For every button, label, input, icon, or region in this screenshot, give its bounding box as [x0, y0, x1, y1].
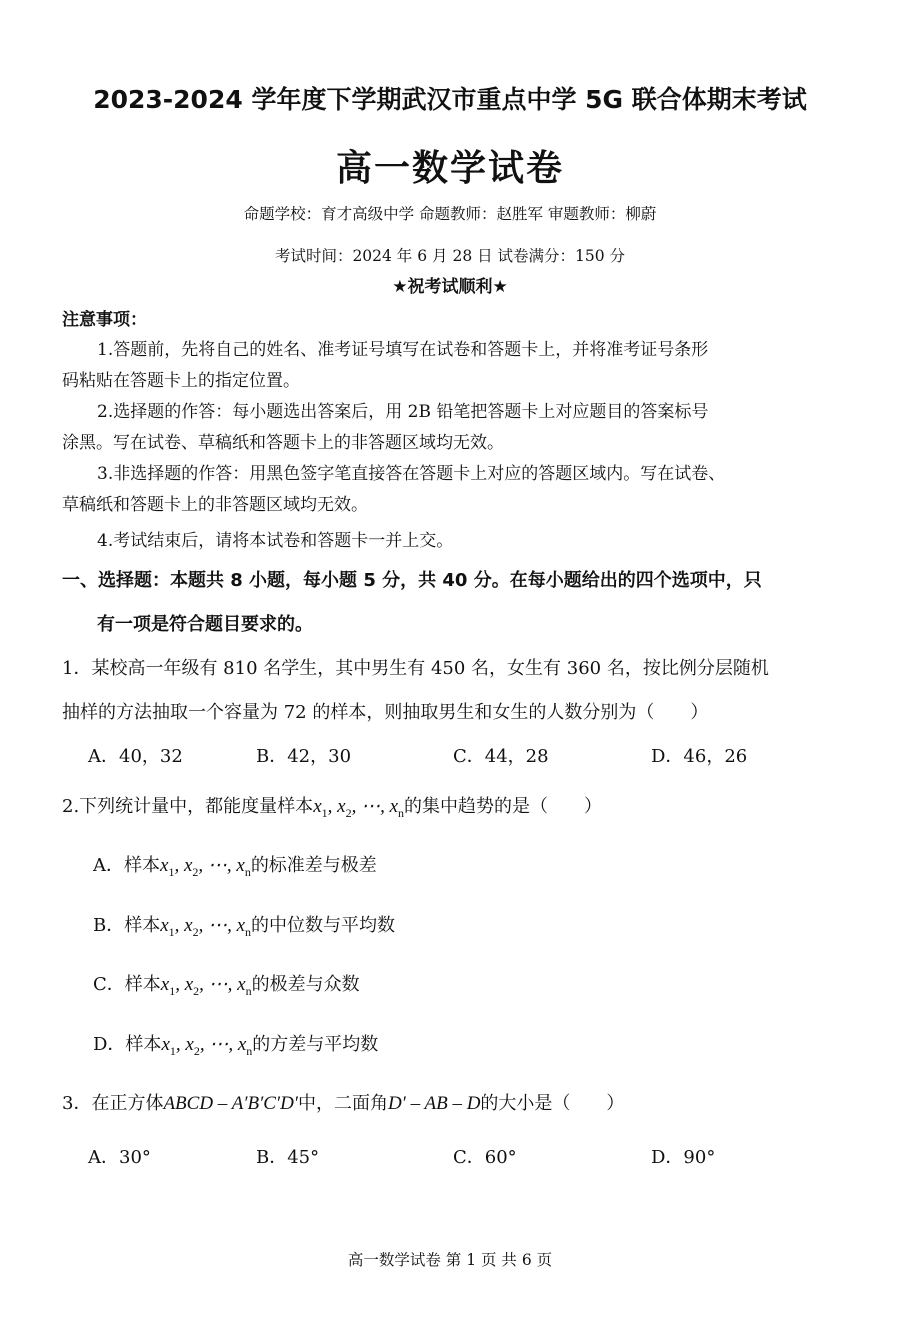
q3-option-a: A．30°: [88, 1147, 151, 1168]
question-2-stem: [62, 792, 602, 821]
notice-title: 注意事项：: [62, 310, 147, 330]
question-1-line: 抽样的方法抽取一个容量为 72 的样本，则抽取男生和女生的人数分别为（ ）: [62, 702, 709, 723]
dihedral-angle-notation: D′ – AB – D: [387, 1093, 481, 1114]
option-text: 的极差与众数: [251, 974, 360, 995]
q1-option-a: A．40，32: [88, 746, 183, 767]
notice-line: 3.非选择题的作答：用黑色签字笔直接答在答题卡上对应的答题区域内。写在试卷、: [97, 464, 726, 484]
option-label: C．样本: [93, 974, 161, 995]
q3-option-c: C．60°: [453, 1147, 517, 1168]
option-label: A．样本: [93, 855, 160, 876]
question-1-line: 1．某校高一年级有 810 名学生，其中男生有 450 名，女生有 360 名，按比例分层随机: [62, 658, 769, 679]
q2-option-c: [93, 970, 360, 999]
cube-notation: ABCD – A′B′C′D′: [163, 1093, 298, 1114]
q3-stem-text: 中，二面角: [297, 1093, 388, 1114]
notice-line: 码粘贴在答题卡上的指定位置。: [62, 371, 300, 391]
sample-notation: $x_1$, $x_2$, ⋯, $x_n$: [160, 855, 251, 879]
sample-notation: $x_1$, $x_2$, ⋯, $x_n$: [160, 915, 252, 939]
good-luck-line: ★祝考试顺利★: [392, 277, 508, 297]
exam-info-line: 考试时间：2024 年 6 月 28 日 试卷满分：150 分: [274, 247, 626, 265]
q3-option-b: B．45°: [256, 1147, 320, 1168]
exam-banner: 2023-2024 学年度下学期武汉市重点中学 5G 联合体期末考试: [93, 85, 807, 114]
authors-line: 命题学校：育才高级中学 命题教师：赵胜军 审题教师：柳蔚: [243, 205, 657, 223]
q2-stem-text: 2.下列统计量中，都能度量样本: [62, 796, 314, 817]
q2-option-d: [93, 1030, 378, 1059]
page-footer: 高一数学试卷 第 1 页 共 6 页: [347, 1251, 553, 1269]
notice-line: 草稿纸和答题卡上的非答题区域均无效。: [62, 495, 368, 515]
notice-line: 1.答题前，先将自己的姓名、准考证号填写在试卷和答题卡上，并将准考证号条形: [97, 340, 709, 360]
q3-option-d: D．90°: [651, 1147, 716, 1168]
option-label: D．样本: [93, 1034, 162, 1055]
q1-option-d: D．46，26: [651, 746, 748, 767]
section-heading-cont: 有一项是符合题目要求的。: [97, 614, 313, 635]
option-text: 的中位数与平均数: [251, 915, 396, 936]
sample-notation: $x_1$, $x_2$, ⋯, $x_n$: [160, 974, 252, 998]
question-3-stem: [62, 1089, 624, 1115]
notice-line: 涂黑。写在试卷、草稿纸和答题卡上的非答题区域均无效。: [62, 433, 504, 453]
option-label: B．样本: [93, 915, 161, 936]
notice-line: 2.选择题的作答：每小题选出答案后，用 2B 铅笔把答题卡上对应题目的答案标号: [97, 402, 709, 422]
q1-option-c: C．44，28: [453, 746, 549, 767]
sample-notation: $x_1$, $x_2$, ⋯, $x_n$: [313, 796, 404, 820]
q2-option-b: [93, 911, 395, 940]
q1-option-b: B．42，30: [256, 746, 352, 767]
option-text: 的方差与平均数: [252, 1034, 379, 1055]
q3-stem-text: 3．在正方体: [62, 1093, 164, 1114]
q2-stem-text: 的集中趋势的是（ ）: [404, 796, 602, 817]
section-heading: 一、选择题：本题共 8 小题，每小题 5 分，共 40 分。在每小题给出的四个选项中，只: [62, 570, 762, 591]
sample-notation: $x_1$, $x_2$, ⋯, $x_n$: [161, 1034, 253, 1058]
notice-line: 4.考试结束后，请将本试卷和答题卡一并上交。: [97, 531, 454, 551]
paper-title: 高一数学试卷: [335, 148, 564, 189]
option-text: 的标准差与极差: [250, 855, 377, 876]
q2-option-a: [93, 851, 377, 880]
q3-stem-text: 的大小是（ ）: [480, 1093, 625, 1114]
